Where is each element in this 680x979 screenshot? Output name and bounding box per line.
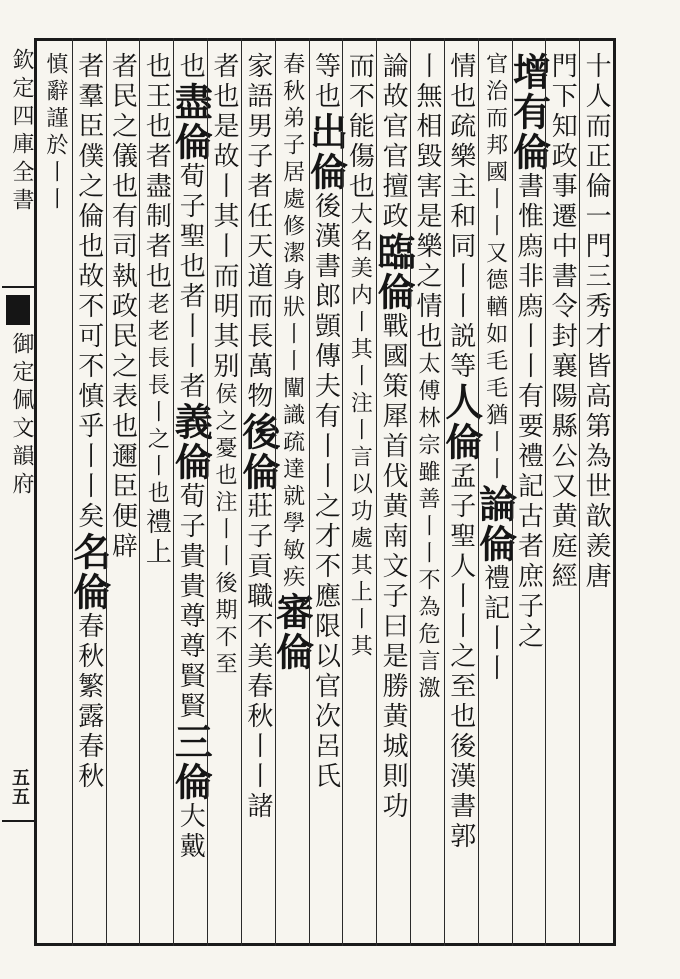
text-segment: 荀子聖也者丨丨者: [175, 162, 206, 402]
headword: 審倫: [269, 592, 315, 672]
text-segment: 官治而邦國丨丨又德輶如毛毛猶丨丨: [482, 52, 508, 484]
page-number: 五五: [9, 768, 30, 806]
column-divider: [173, 38, 174, 946]
text-segment: 戰國策犀首伐黄南文子曰是勝黄城則功: [378, 312, 409, 822]
headword: 後倫: [235, 412, 281, 492]
column-divider: [72, 38, 73, 946]
column-divider: [275, 38, 276, 946]
column-divider: [139, 38, 140, 946]
column-divider: [478, 38, 479, 946]
fishtail-mark: [6, 295, 30, 325]
page-margin: [0, 40, 34, 946]
text-segment: 荀子貴貴尊尊賢賢: [175, 482, 206, 722]
column-divider: [579, 38, 580, 946]
column-divider: [410, 38, 411, 946]
text-segment: 大名美内丨其丨注丨言以功處其上丨其: [347, 202, 373, 661]
headword: 盡倫: [168, 82, 214, 162]
column-divider: [444, 38, 445, 946]
book-title: 御定佩文韻府: [9, 332, 34, 500]
text-segment: 太傅林宗雖善丨丨不為危言激: [414, 352, 440, 703]
text-segment: 禮上: [141, 508, 172, 568]
column-divider: [106, 38, 107, 946]
headword: 義倫: [168, 402, 214, 482]
text-segment: 春秋繁露春秋: [73, 612, 104, 792]
text-segment: 門下知政事遷中書令封襄陽縣公又黄庭經: [547, 52, 578, 592]
margin-rule-top: [2, 286, 34, 288]
headword: 出倫: [303, 112, 349, 192]
text-segment: 孟子聖人丨丨之至也後漢書郭: [445, 462, 476, 852]
text-segment: 丨無相毀害是樂之情也: [411, 52, 442, 352]
text-segment: 禮記丨丨: [479, 564, 510, 684]
text-segment: 侯之憂也注丨丨後期不至: [212, 382, 238, 679]
column-divider: [342, 38, 343, 946]
text-segment: 春秋弟子居處修潔身狀丨丨闡識疏達就學敏疾: [279, 52, 305, 592]
text-segment: 大戴: [175, 802, 206, 862]
column-divider: [376, 38, 377, 946]
headword: 人倫: [438, 382, 484, 462]
text-segment: 老老長長丨之丨也: [144, 292, 170, 508]
headword: 三倫: [168, 722, 214, 802]
text-segment: 後漢書郎顗傳夫有丨丨之才不應限以官次呂氏: [310, 192, 341, 792]
text-segment: 慎辭謹於丨丨: [42, 52, 68, 214]
text-segment: 情也疏樂主和同丨丨: [445, 52, 476, 322]
column-divider: [207, 38, 208, 946]
headword: 名倫: [66, 532, 112, 612]
series-title: 欽定四庫全書: [9, 48, 34, 216]
column-divider: [309, 38, 310, 946]
column-divider: [545, 38, 546, 946]
text-segment: 而不能傷也: [344, 52, 375, 202]
text-column: [32, 52, 78, 937]
text-segment: 書惟𢊁非𢊁丨丨有要禮記古者庶子之: [513, 172, 544, 652]
text-segment: 也王也者盡制者也: [141, 52, 172, 292]
margin-rule-bottom: [2, 820, 34, 822]
text-segment: 也: [175, 52, 206, 82]
headword: 論倫: [472, 484, 518, 564]
text-segment: 莊子貢職不美春秋丨丨諸: [242, 492, 273, 822]
text-segment: 者民之儀也有司執政民之表也邇臣便辟: [107, 52, 138, 562]
text-segment: 論故官官擅政: [378, 52, 409, 232]
text-segment: 家語男子者任天道而長萬物: [242, 52, 273, 412]
headword: 增有倫: [506, 52, 552, 172]
headword: 臨倫: [371, 232, 417, 312]
text-segment: 説等: [445, 322, 476, 382]
text-segment: 者羣臣僕之倫也故不可不慎乎丨丨矣: [73, 52, 104, 532]
column-divider: [241, 38, 242, 946]
text-segment: 十人而正倫一門三秀才皆高第為世歆羨唐: [581, 52, 612, 592]
column-divider: [512, 38, 513, 946]
text-segment: 者也是故丨其丨而明其别: [209, 52, 240, 382]
text-segment: 等也: [310, 52, 341, 112]
